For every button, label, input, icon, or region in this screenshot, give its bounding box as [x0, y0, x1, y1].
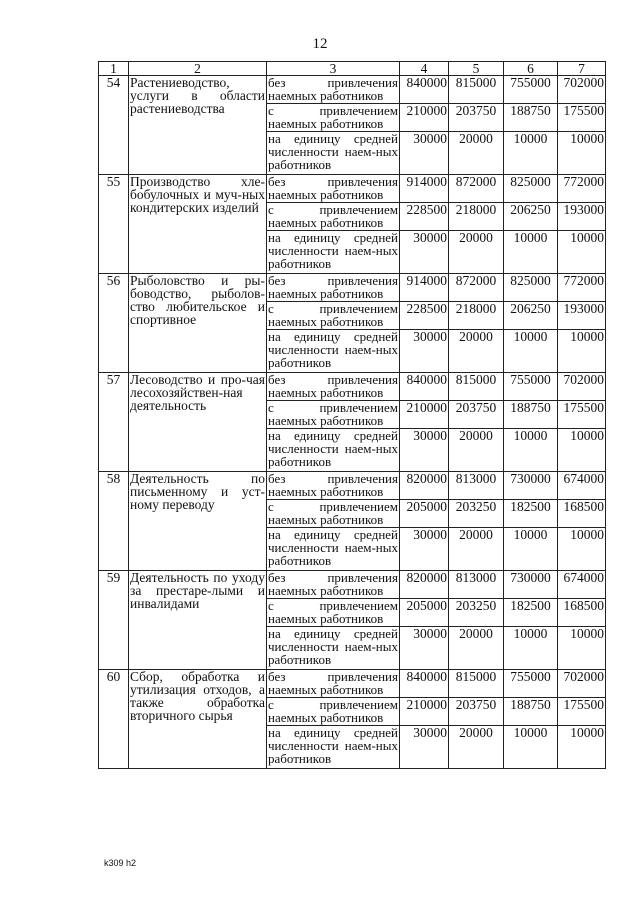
table-row: [99, 472, 606, 500]
amount-cell: 182500: [504, 500, 558, 528]
amount-cell: 218000: [449, 203, 504, 231]
amount-cell: 203750: [449, 104, 504, 132]
amount-cell: 820000: [400, 571, 449, 599]
amount-cell: 772000: [558, 274, 606, 302]
amount-cell: 10000: [558, 231, 606, 274]
activity-name: Сбор, обработка и утилизация отходов, а также обработка вторичного сырья: [129, 670, 267, 769]
condition-cell: с привлечением наемных работников: [268, 103, 398, 131]
amount-cell: 10000: [558, 528, 606, 571]
amount-cell: 840000: [400, 670, 449, 698]
amount-cell: 30000: [400, 429, 449, 472]
row-number: 56: [99, 274, 129, 373]
amount-cell: 205000: [400, 599, 449, 627]
amount-cell: 755000: [504, 373, 558, 401]
header-cell: 1: [99, 62, 129, 76]
amount-cell: 20000: [449, 627, 504, 670]
amount-cell: 702000: [558, 373, 606, 401]
header-cell: 5: [449, 62, 504, 76]
amount-cell: 815000: [449, 76, 504, 104]
amount-cell: 10000: [504, 231, 558, 274]
amount-cell: 840000: [400, 76, 449, 104]
amount-cell: 20000: [449, 330, 504, 373]
table-row: [99, 76, 606, 104]
amount-cell: 872000: [449, 274, 504, 302]
tax-rate-table: [98, 61, 606, 769]
amount-cell: 702000: [558, 76, 606, 104]
amount-cell: 820000: [400, 472, 449, 500]
footer-code: k309 h2: [104, 858, 137, 868]
amount-cell: 188750: [504, 698, 558, 726]
table-row: [99, 175, 606, 203]
amount-cell: 188750: [504, 104, 558, 132]
amount-cell: 840000: [400, 373, 449, 401]
amount-cell: 10000: [504, 429, 558, 472]
amount-cell: 825000: [504, 175, 558, 203]
amount-cell: 218000: [449, 302, 504, 330]
row-number: 59: [99, 571, 129, 670]
amount-cell: 674000: [558, 472, 606, 500]
amount-cell: 10000: [504, 330, 558, 373]
condition-cell: без привлечения наемных работников: [268, 372, 398, 400]
amount-cell: 182500: [504, 599, 558, 627]
amount-cell: 168500: [558, 500, 606, 528]
condition-cell: на единицу средней численности наем-ных работников: [267, 726, 400, 769]
amount-cell: 10000: [558, 429, 606, 472]
row-number: 58: [99, 472, 129, 571]
amount-cell: 772000: [558, 175, 606, 203]
condition-cell: с привлечением наемных работников: [268, 697, 398, 725]
amount-cell: 914000: [400, 175, 449, 203]
amount-cell: 205000: [400, 500, 449, 528]
condition-cell: на единицу средней численности наем-ных работников: [267, 132, 400, 175]
row-number: 57: [99, 373, 129, 472]
amount-cell: 815000: [449, 670, 504, 698]
header-cell: 7: [558, 62, 606, 76]
amount-cell: 30000: [400, 132, 449, 175]
amount-cell: 813000: [449, 571, 504, 599]
amount-cell: 730000: [504, 472, 558, 500]
amount-cell: 203250: [449, 599, 504, 627]
amount-cell: 30000: [400, 627, 449, 670]
header-cell: 4: [400, 62, 449, 76]
amount-cell: 755000: [504, 76, 558, 104]
amount-cell: 815000: [449, 373, 504, 401]
condition-cell: без привлечения наемных работников: [268, 570, 398, 598]
amount-cell: 30000: [400, 528, 449, 571]
condition-cell: с привлечением наемных работников: [268, 598, 398, 626]
condition-cell: с привлечением наемных работников: [268, 202, 398, 230]
condition-cell: без привлечения наемных работников: [268, 471, 398, 499]
amount-cell: 30000: [400, 330, 449, 373]
condition-cell: на единицу средней численности наем-ных работников: [267, 528, 400, 571]
condition-cell: на единицу средней численности наем-ных работников: [267, 231, 400, 274]
amount-cell: 175500: [558, 104, 606, 132]
amount-cell: 30000: [400, 726, 449, 769]
row-number: 55: [99, 175, 129, 274]
amount-cell: 10000: [558, 330, 606, 373]
amount-cell: 872000: [449, 175, 504, 203]
amount-cell: 10000: [558, 132, 606, 175]
row-number: 54: [99, 76, 129, 175]
condition-cell: на единицу средней численности наем-ных работников: [267, 330, 400, 373]
condition-cell: на единицу средней численности наем-ных работников: [267, 627, 400, 670]
condition-cell: на единицу средней численности наем-ных работников: [267, 429, 400, 472]
amount-cell: 210000: [400, 698, 449, 726]
amount-cell: 10000: [504, 726, 558, 769]
activity-name: Растениеводство, услуги в области растениеводства: [129, 76, 267, 175]
amount-cell: 10000: [558, 627, 606, 670]
amount-cell: 10000: [504, 528, 558, 571]
condition-cell: с привлечением наемных работников: [268, 499, 398, 527]
amount-cell: 914000: [400, 274, 449, 302]
amount-cell: 10000: [558, 726, 606, 769]
amount-cell: 206250: [504, 302, 558, 330]
amount-cell: 228500: [400, 302, 449, 330]
amount-cell: 175500: [558, 401, 606, 429]
activity-name: Производство хле-бобулочных и муч-ных кондитерских изделий: [129, 175, 267, 274]
condition-cell: с привлечением наемных работников: [268, 301, 398, 329]
header-cell: 3: [267, 62, 400, 76]
activity-name: Лесоводство и про-чая лесохозяйствен-ная деятельность: [129, 373, 267, 472]
amount-cell: 813000: [449, 472, 504, 500]
condition-cell: без привлечения наемных работников: [268, 174, 398, 202]
amount-cell: 203750: [449, 698, 504, 726]
amount-cell: 188750: [504, 401, 558, 429]
amount-cell: 203750: [449, 401, 504, 429]
amount-cell: 206250: [504, 203, 558, 231]
condition-cell: без привлечения наемных работников: [268, 669, 398, 697]
amount-cell: 20000: [449, 132, 504, 175]
amount-cell: 203250: [449, 500, 504, 528]
amount-cell: 168500: [558, 599, 606, 627]
amount-cell: 755000: [504, 670, 558, 698]
amount-cell: 20000: [449, 528, 504, 571]
amount-cell: 674000: [558, 571, 606, 599]
amount-cell: 210000: [400, 104, 449, 132]
activity-name: Деятельность по письменному и уст-ному переводу: [129, 472, 267, 571]
table-row: [99, 571, 606, 599]
amount-cell: 10000: [504, 132, 558, 175]
table-row: [99, 274, 606, 302]
table-row: [99, 670, 606, 698]
header-cell: 6: [504, 62, 558, 76]
amount-cell: 193000: [558, 203, 606, 231]
table-row: [99, 373, 606, 401]
amount-cell: 702000: [558, 670, 606, 698]
page-number: 12: [312, 36, 328, 52]
header-row: [99, 62, 606, 76]
amount-cell: 193000: [558, 302, 606, 330]
amount-cell: 30000: [400, 231, 449, 274]
amount-cell: 730000: [504, 571, 558, 599]
amount-cell: 20000: [449, 726, 504, 769]
amount-cell: 210000: [400, 401, 449, 429]
condition-cell: без привлечения наемных работников: [268, 75, 398, 103]
amount-cell: 228500: [400, 203, 449, 231]
condition-cell: с привлечением наемных работников: [268, 400, 398, 428]
activity-name: Деятельность по уходу за престаре-лыми и инвалидами: [129, 571, 267, 670]
row-number: 60: [99, 670, 129, 769]
amount-cell: 10000: [504, 627, 558, 670]
amount-cell: 20000: [449, 231, 504, 274]
amount-cell: 20000: [449, 429, 504, 472]
activity-name: Рыболовство и ры-боводство, рыболов-ство любительское и спортивное: [129, 274, 267, 373]
amount-cell: 175500: [558, 698, 606, 726]
header-cell: 2: [129, 62, 267, 76]
condition-cell: без привлечения наемных работников: [268, 273, 398, 301]
amount-cell: 825000: [504, 274, 558, 302]
